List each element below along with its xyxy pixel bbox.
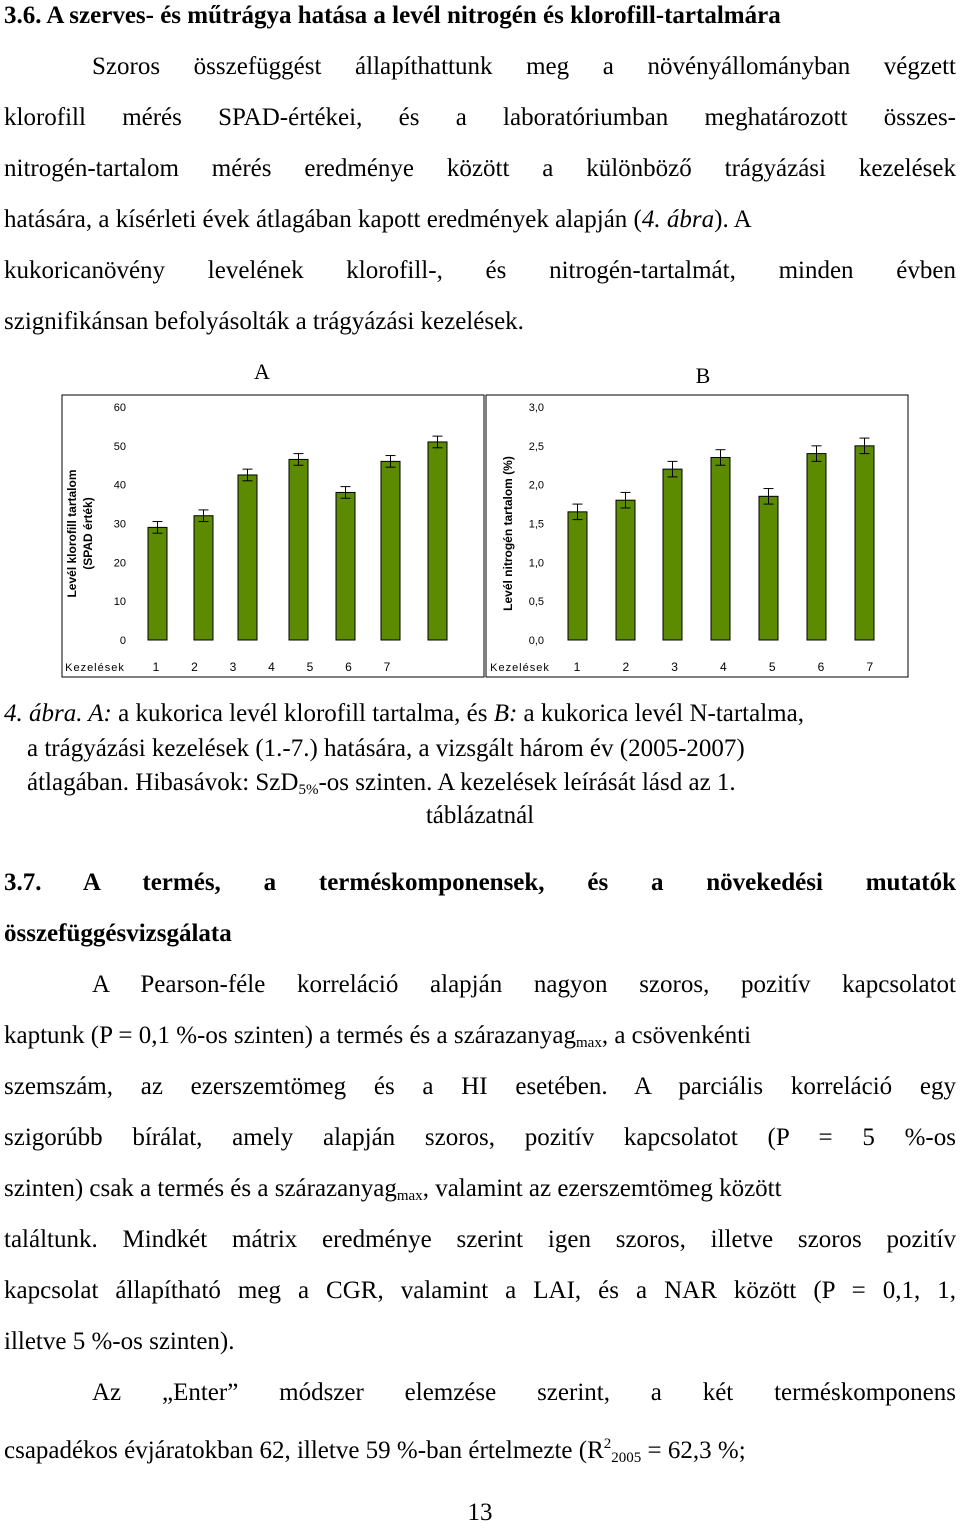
- text-span: a kukorica levél klorofill tartalma, és: [111, 700, 494, 727]
- chart-frame: [486, 395, 908, 677]
- x-tick-label: 2: [622, 660, 630, 674]
- subscript: max: [576, 1035, 602, 1051]
- panel-label: A: [254, 359, 270, 384]
- bar: [238, 475, 257, 640]
- y-tick-label: 20: [113, 557, 126, 570]
- x-tick-label: 1: [573, 660, 581, 674]
- y-tick-label: 1,0: [528, 557, 544, 570]
- text-span: hatására, a kísérleti évek átlagában kapott eredmények alapján (: [4, 206, 642, 233]
- section-heading-3-7-cont: összefüggésvizsgálata: [4, 920, 232, 947]
- paragraph-line: illetve 5 %-os szinten).: [4, 1328, 235, 1355]
- y-tick-label: 10: [113, 596, 126, 609]
- bar: [711, 457, 730, 640]
- chart-panel-b: [486, 363, 908, 677]
- paragraph-line: szignifikánsan befolyásolták a trágyázási kezelések.: [4, 308, 524, 335]
- subscript: max: [396, 1188, 423, 1204]
- x-tick-label: 7: [383, 660, 391, 674]
- caption-label: 4. ábra. A:: [4, 700, 112, 727]
- subscript: 2005: [611, 1450, 642, 1466]
- figure-caption-line: a trágyázási kezelések (1.-7.) hatására, a vizsgált három év (2005-2007): [27, 735, 745, 762]
- page-number: 13: [467, 1499, 493, 1526]
- bar: [855, 446, 874, 640]
- figure-reference: 4. ábra: [641, 206, 715, 233]
- paragraph-line: [4, 1429, 956, 1473]
- x-tick-label: 7: [866, 660, 874, 674]
- y-axis-label: Levél klorofill tartalom: [65, 469, 79, 598]
- text-span: -os szinten. A kezelések leírását lásd az 1.: [318, 769, 736, 796]
- subscript: 5%: [298, 782, 319, 798]
- y-axis-label: (SPAD érték): [81, 497, 95, 570]
- text-span: , valamint az ezerszemtömeg között: [422, 1175, 782, 1202]
- paragraph-line: szigorúbb bírálat, amely alapján szoros, pozitív kapcsolatot (P = 5 %-os: [4, 1124, 956, 1151]
- y-tick-label: 0,5: [528, 596, 544, 609]
- paragraph-line: szemszám, az ezerszemtömeg és a HI esetében. A parciális korreláció egy: [4, 1073, 956, 1100]
- y-tick-label: 3,0: [528, 402, 544, 414]
- y-tick-label: 2,5: [528, 440, 544, 453]
- superscript: 2: [603, 1436, 612, 1452]
- paragraph-line: kapcsolat állapítható meg a CGR, valamint a LAI, és a NAR között (P = 0,1, 1,: [4, 1277, 956, 1304]
- y-tick-label: 1,5: [528, 518, 544, 531]
- text-span: csapadékos évjáratokban 62, illetve 59 %-ban értelmezte (R: [4, 1437, 604, 1464]
- paragraph-line: A Pearson-féle korreláció alapján nagyon szoros, pozitív kapcsolatot: [92, 971, 956, 998]
- section-heading-3-6: 3.6. A szerves- és műtrágya hatása a levél nitrogén és klorofill-tartalmára: [4, 2, 781, 29]
- text-span: a kukorica levél N-tartalma,: [517, 700, 804, 727]
- bar: [759, 496, 778, 640]
- paragraph-line: [4, 205, 956, 235]
- x-axis-label: Kezelések: [65, 662, 125, 674]
- figure-caption-line: [4, 699, 804, 729]
- bar: [616, 500, 635, 640]
- bar: [289, 459, 308, 640]
- x-axis-label: Kezelések: [490, 662, 550, 674]
- bar: [336, 492, 355, 640]
- bar: [194, 516, 213, 640]
- paragraph-line: kukoricanövény levelének klorofill-, és nitrogén-tartalmát, minden évben: [4, 257, 956, 284]
- text-span: = 62,3 %;: [641, 1437, 746, 1464]
- y-tick-label: 50: [113, 440, 126, 453]
- figure-4-charts: [0, 355, 960, 685]
- bar: [663, 469, 682, 640]
- x-tick-label: 3: [229, 660, 237, 674]
- paragraph-line: [4, 1021, 956, 1058]
- x-tick-label: 2: [191, 660, 198, 674]
- chart-panel-a: [62, 359, 484, 677]
- y-tick-label: 40: [113, 479, 126, 492]
- y-tick-label: 30: [113, 518, 126, 531]
- bar: [428, 442, 447, 640]
- paragraph-line: találtunk. Mindkét mátrix eredménye szerint igen szoros, illetve szoros pozitív: [4, 1226, 956, 1253]
- bar: [568, 512, 587, 640]
- section-heading-3-7: 3.7. A termés, a terméskomponensek, és a növekedési mutatók: [4, 869, 956, 896]
- y-tick-label: 0: [119, 635, 126, 647]
- figure-caption-line: táblázatnál: [425, 802, 535, 829]
- text-span: szinten) csak a termés és a szárazanyag: [4, 1175, 397, 1202]
- text-span: átlagában. Hibasávok: SzD: [27, 769, 299, 796]
- x-tick-label: 6: [345, 660, 352, 674]
- paragraph-line: klorofill mérés SPAD-értékei, és a laboratóriumban meghatározott összes-: [4, 104, 956, 131]
- x-tick-label: 4: [268, 660, 275, 674]
- panel-label: B: [695, 363, 711, 388]
- x-tick-label: 1: [152, 660, 160, 674]
- text-span: kaptunk (P = 0,1 %-os szinten) a termés és a szárazanyag$_{max}$, a csövenkénti: [4, 1022, 752, 1051]
- text-span: ). A: [714, 206, 752, 233]
- x-tick-label: 5: [768, 660, 776, 674]
- paragraph-line: Az „Enter” módszer elemzése szerint, a két terméskomponens: [92, 1379, 956, 1406]
- bar: [148, 527, 167, 640]
- bar: [381, 461, 400, 640]
- y-tick-label: 2,0: [528, 479, 544, 492]
- y-axis-label: Levél nitrogén tartalom (%): [501, 456, 515, 611]
- x-tick-label: 6: [817, 660, 825, 674]
- paragraph-line: nitrogén-tartalom mérés eredménye között a különböző trágyázási kezelések: [4, 155, 956, 182]
- x-tick-label: 4: [720, 660, 727, 674]
- x-tick-label: 3: [671, 660, 678, 674]
- x-tick-label: 5: [306, 660, 314, 674]
- caption-label: B:: [493, 700, 518, 727]
- figure-caption-line: [27, 768, 736, 805]
- bar: [807, 454, 826, 640]
- paragraph-line: [4, 1174, 956, 1211]
- y-tick-label: 0,0: [528, 635, 544, 647]
- y-tick-label: 60: [113, 402, 126, 414]
- paragraph-line: Szoros összefüggést állapíthattunk meg a növényállományban végzett: [92, 53, 956, 80]
